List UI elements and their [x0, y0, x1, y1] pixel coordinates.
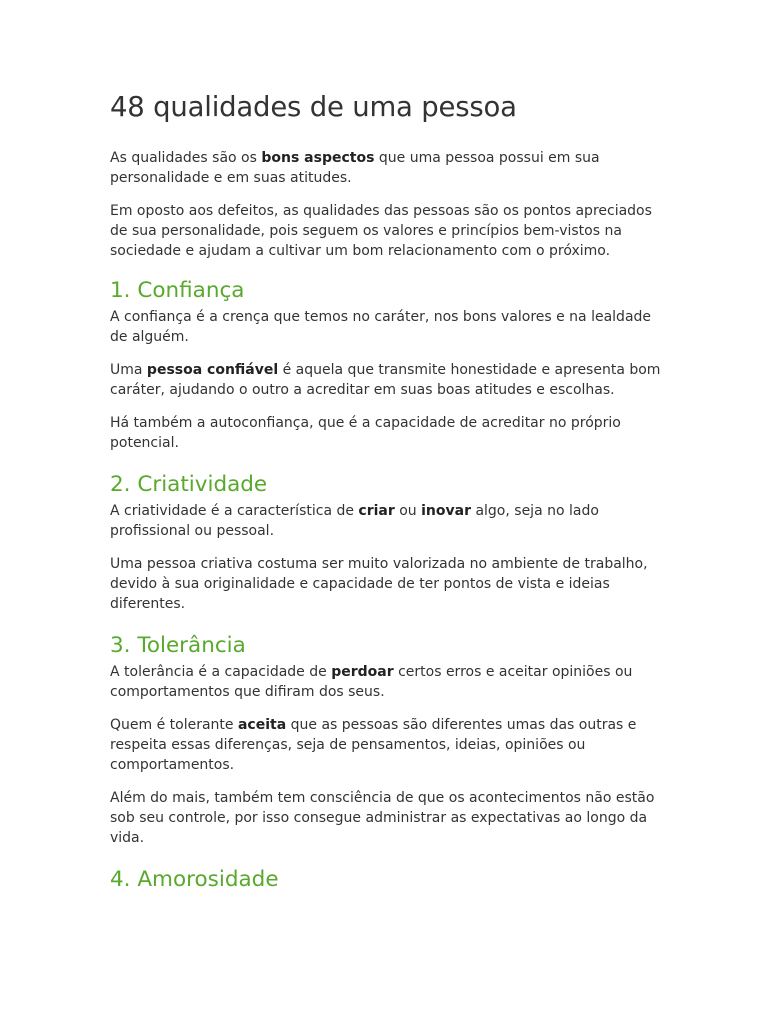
bold-text: bons aspectos	[261, 150, 375, 166]
bold-text: perdoar	[331, 664, 394, 680]
bold-text: aceita	[237, 717, 287, 733]
document-page	[110, 88, 662, 896]
bold-text: criar	[358, 503, 395, 519]
page-title: 48 qualidades de uma pessoa	[110, 91, 517, 123]
intro-paragraph-1: As qualidades são os bons aspectos que uma pessoa possui em sua personalidade e em suas atitudes.	[110, 150, 600, 186]
section-1-paragraph-1: A confiança é a crença que temos no caráter, nos bons valores e na lealdade de alguém.	[110, 309, 652, 345]
section-3-paragraph-1: A tolerância é a capacidade de perdoar certos erros e aceitar opiniões ou comportamentos que difiram dos seus.	[110, 664, 633, 700]
section-3-paragraph-3: Além do mais, também tem consciência de que os acontecimentos não estão sob seu controle, por isso consegue administrar as expectativas ao longo da vida.	[110, 790, 655, 846]
section-1-paragraph-3: Há também a autoconfiança, que é a capacidade de acreditar no próprio potencial.	[110, 415, 621, 451]
section-2-paragraph-2: Uma pessoa criativa costuma ser muito valorizada no ambiente de trabalho, devido à sua originalidade e capacidade de ter pontos de vista e ideias diferentes.	[110, 556, 648, 612]
section-heading-confianca: 1. Confiança	[110, 278, 245, 303]
section-1-paragraph-2: Uma pessoa confiável é aquela que transmite honestidade e apresenta bom caráter, ajudando o outro a acreditar em suas boas atitudes e escolhas.	[110, 362, 661, 398]
section-2-paragraph-1: A criatividade é a característica de criar ou inovar algo, seja no lado profissional ou pessoal.	[110, 503, 599, 539]
intro-paragraph-2: Em oposto aos defeitos, as qualidades das pessoas são os pontos apreciados de sua personalidade, pois seguem os valores e princípios bem-vistos na sociedade e ajudam a cultivar um bom relacionamento com o próximo.	[110, 203, 652, 259]
bold-text: pessoa confiável	[146, 362, 279, 378]
section-heading-tolerancia: 3. Tolerância	[110, 633, 246, 658]
bold-text: inovar	[421, 503, 471, 519]
section-heading-criatividade: 2. Criatividade	[110, 472, 268, 497]
section-3-paragraph-2: Quem é tolerante aceita que as pessoas são diferentes umas das outras e respeita essas diferenças, seja de pensamentos, ideias, opiniões ou comportamentos.	[110, 717, 637, 773]
section-heading-amorosidade: 4. Amorosidade	[110, 867, 279, 892]
